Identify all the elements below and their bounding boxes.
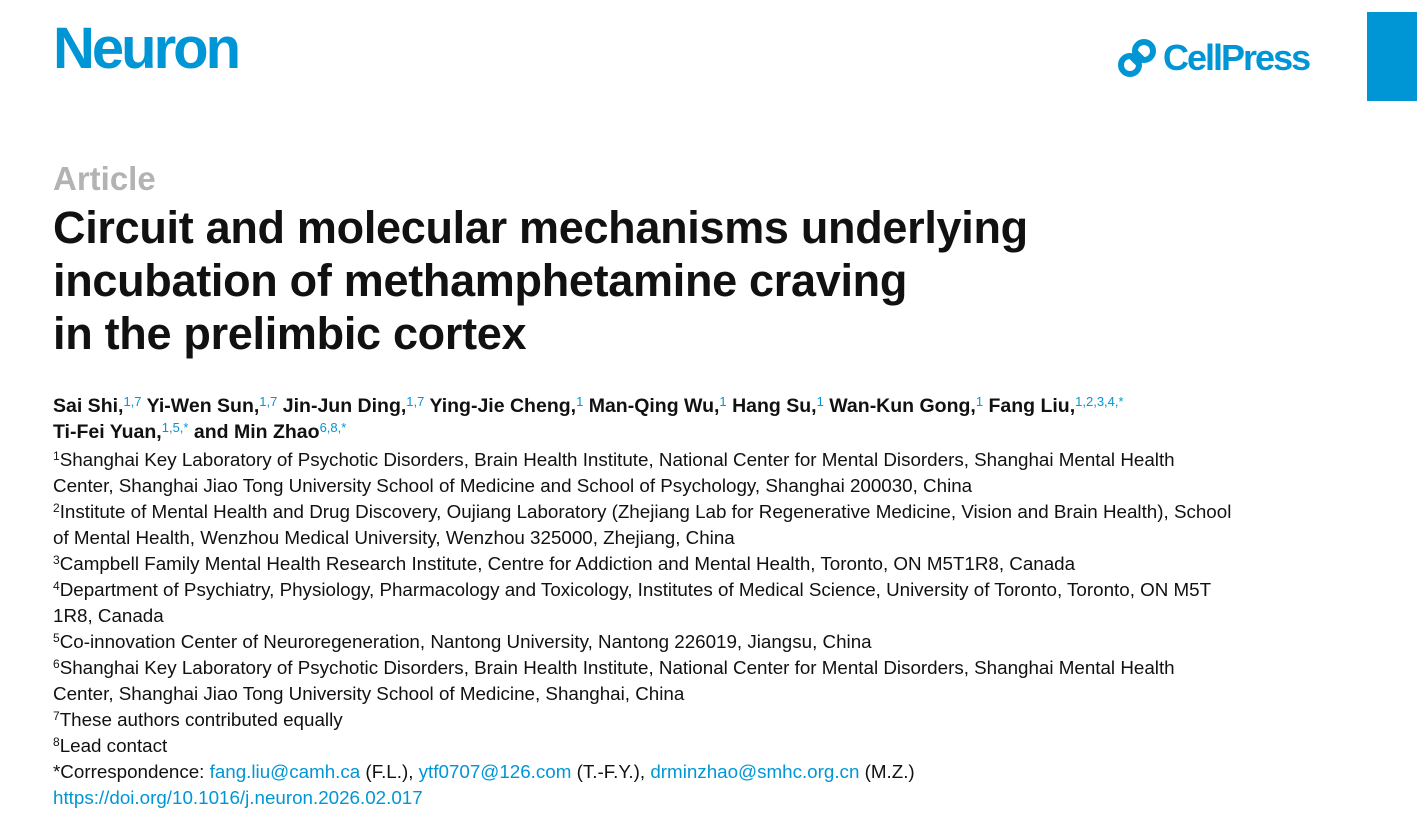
title-line: incubation of methamphetamine craving	[53, 255, 908, 306]
article-title	[53, 201, 1253, 360]
affiliation-number: 5	[53, 631, 60, 645]
correspondence-initials: (M.Z.)	[859, 761, 915, 782]
correspondence-label: *Correspondence:	[53, 761, 210, 782]
affiliation-line	[53, 551, 1353, 577]
author-affiliation-marker[interactable]: 1	[816, 394, 824, 409]
author-affiliation-marker[interactable]: 1	[719, 394, 727, 409]
author-name: Sai Shi,	[53, 395, 124, 417]
title-line: in the prelimbic cortex	[53, 308, 527, 359]
author-name: Wan-Kun Gong,	[829, 395, 976, 417]
author-name: and Min Zhao	[193, 421, 320, 443]
affiliation-number: 7	[53, 709, 60, 723]
affiliation-text: of Mental Health, Wenzhou Medical University, Wenzhou 325000, Zhejiang, China	[53, 527, 735, 548]
correspondence-line	[53, 759, 1353, 785]
article-type-label: Article	[53, 160, 156, 197]
affiliation-line	[53, 707, 1353, 733]
affiliation-number: 3	[53, 553, 60, 567]
affiliation-line	[53, 733, 1353, 759]
affiliation-line	[53, 603, 1353, 629]
author-name: Yi-Wen Sun,	[146, 395, 260, 417]
affiliation-line	[53, 499, 1353, 525]
corner-tab	[1367, 12, 1417, 101]
author-affiliation-marker[interactable]: 1,5,*	[161, 420, 189, 435]
author-name: Ying-Jie Cheng,	[429, 395, 577, 417]
affiliation-text: Department of Psychiatry, Physiology, Pharmacology and Toxicology, Institutes of Medical Science, University of Toronto, Toronto, ON M5T	[59, 579, 1212, 600]
affiliation-number: 1	[53, 449, 60, 463]
author-line	[53, 393, 1343, 419]
affiliation-number: 8	[53, 735, 60, 749]
journal-name: Neuron	[53, 16, 238, 81]
affiliation-text: Shanghai Key Laboratory of Psychotic Disorders, Brain Health Institute, National Center for Mental Disorders, Shanghai Mental Health	[59, 449, 1175, 470]
correspondence-initials: (T.-F.Y.),	[571, 761, 651, 782]
affiliation-list	[53, 447, 1353, 811]
affiliation-number: 6	[53, 657, 60, 671]
author-affiliation-marker[interactable]: 1,7	[406, 394, 425, 409]
affiliation-number: 4	[53, 579, 60, 593]
affiliation-line	[53, 655, 1353, 681]
affiliation-text: 1R8, Canada	[53, 605, 164, 626]
author-affiliation-marker[interactable]: 1,7	[123, 394, 142, 409]
affiliation-line	[53, 681, 1353, 707]
affiliation-line	[53, 577, 1353, 603]
author-name: Ti-Fei Yuan,	[53, 421, 162, 443]
publisher-name: CellPress	[1163, 37, 1310, 78]
email-link[interactable]: ytf0707@126.com	[418, 761, 572, 782]
title-line: Circuit and molecular mechanisms underlying	[53, 202, 1028, 253]
author-name: Man-Qing Wu,	[588, 395, 720, 417]
affiliation-number: 2	[53, 501, 60, 515]
affiliation-line	[53, 447, 1353, 473]
correspondence-initials: (F.L.),	[360, 761, 419, 782]
affiliation-text: Campbell Family Mental Health Research Institute, Centre for Addiction and Mental Health, Toronto, ON M5T1R8, Canada	[59, 553, 1076, 574]
doi-link[interactable]: https://doi.org/10.1016/j.neuron.2026.02.017	[53, 787, 423, 808]
cellpress-logo-icon	[1117, 38, 1157, 78]
email-link[interactable]: fang.liu@camh.ca	[209, 761, 361, 782]
author-name: Hang Su,	[732, 395, 817, 417]
author-affiliation-marker[interactable]: 1,7	[259, 394, 278, 409]
affiliation-text: Co-innovation Center of Neuroregeneration, Nantong University, Nantong 226019, Jiangsu, China	[59, 631, 872, 652]
affiliation-text: Institute of Mental Health and Drug Discovery, Oujiang Laboratory (Zhejiang Lab for Regenerative Medicine, Vision and Brain Health), School	[59, 501, 1232, 522]
affiliation-text: Lead contact	[59, 735, 168, 756]
author-list	[53, 393, 1343, 445]
author-name: Jin-Jun Ding,	[282, 395, 407, 417]
author-name: Fang Liu,	[988, 395, 1076, 417]
affiliation-line	[53, 473, 1353, 499]
affiliation-text: Shanghai Key Laboratory of Psychotic Disorders, Brain Health Institute, National Center for Mental Disorders, Shanghai Mental Health	[59, 657, 1175, 678]
affiliation-text: Center, Shanghai Jiao Tong University School of Medicine and School of Psychology, Shanghai 200030, China	[53, 475, 973, 496]
affiliation-line	[53, 525, 1353, 551]
author-affiliation-marker[interactable]: 6,8,*	[319, 420, 347, 435]
author-line	[53, 419, 1343, 445]
affiliation-text: Center, Shanghai Jiao Tong University School of Medicine, Shanghai, China	[53, 683, 685, 704]
affiliation-text: These authors contributed equally	[59, 709, 343, 730]
author-affiliation-marker[interactable]: 1,2,3,4,*	[1075, 394, 1124, 409]
author-affiliation-marker[interactable]: 1	[975, 394, 984, 409]
author-affiliation-marker[interactable]: 1	[576, 394, 584, 409]
email-link[interactable]: drminzhao@smhc.org.cn	[650, 761, 860, 782]
publisher-logo	[1117, 36, 1309, 80]
doi-line	[53, 785, 1353, 811]
affiliation-line	[53, 629, 1353, 655]
